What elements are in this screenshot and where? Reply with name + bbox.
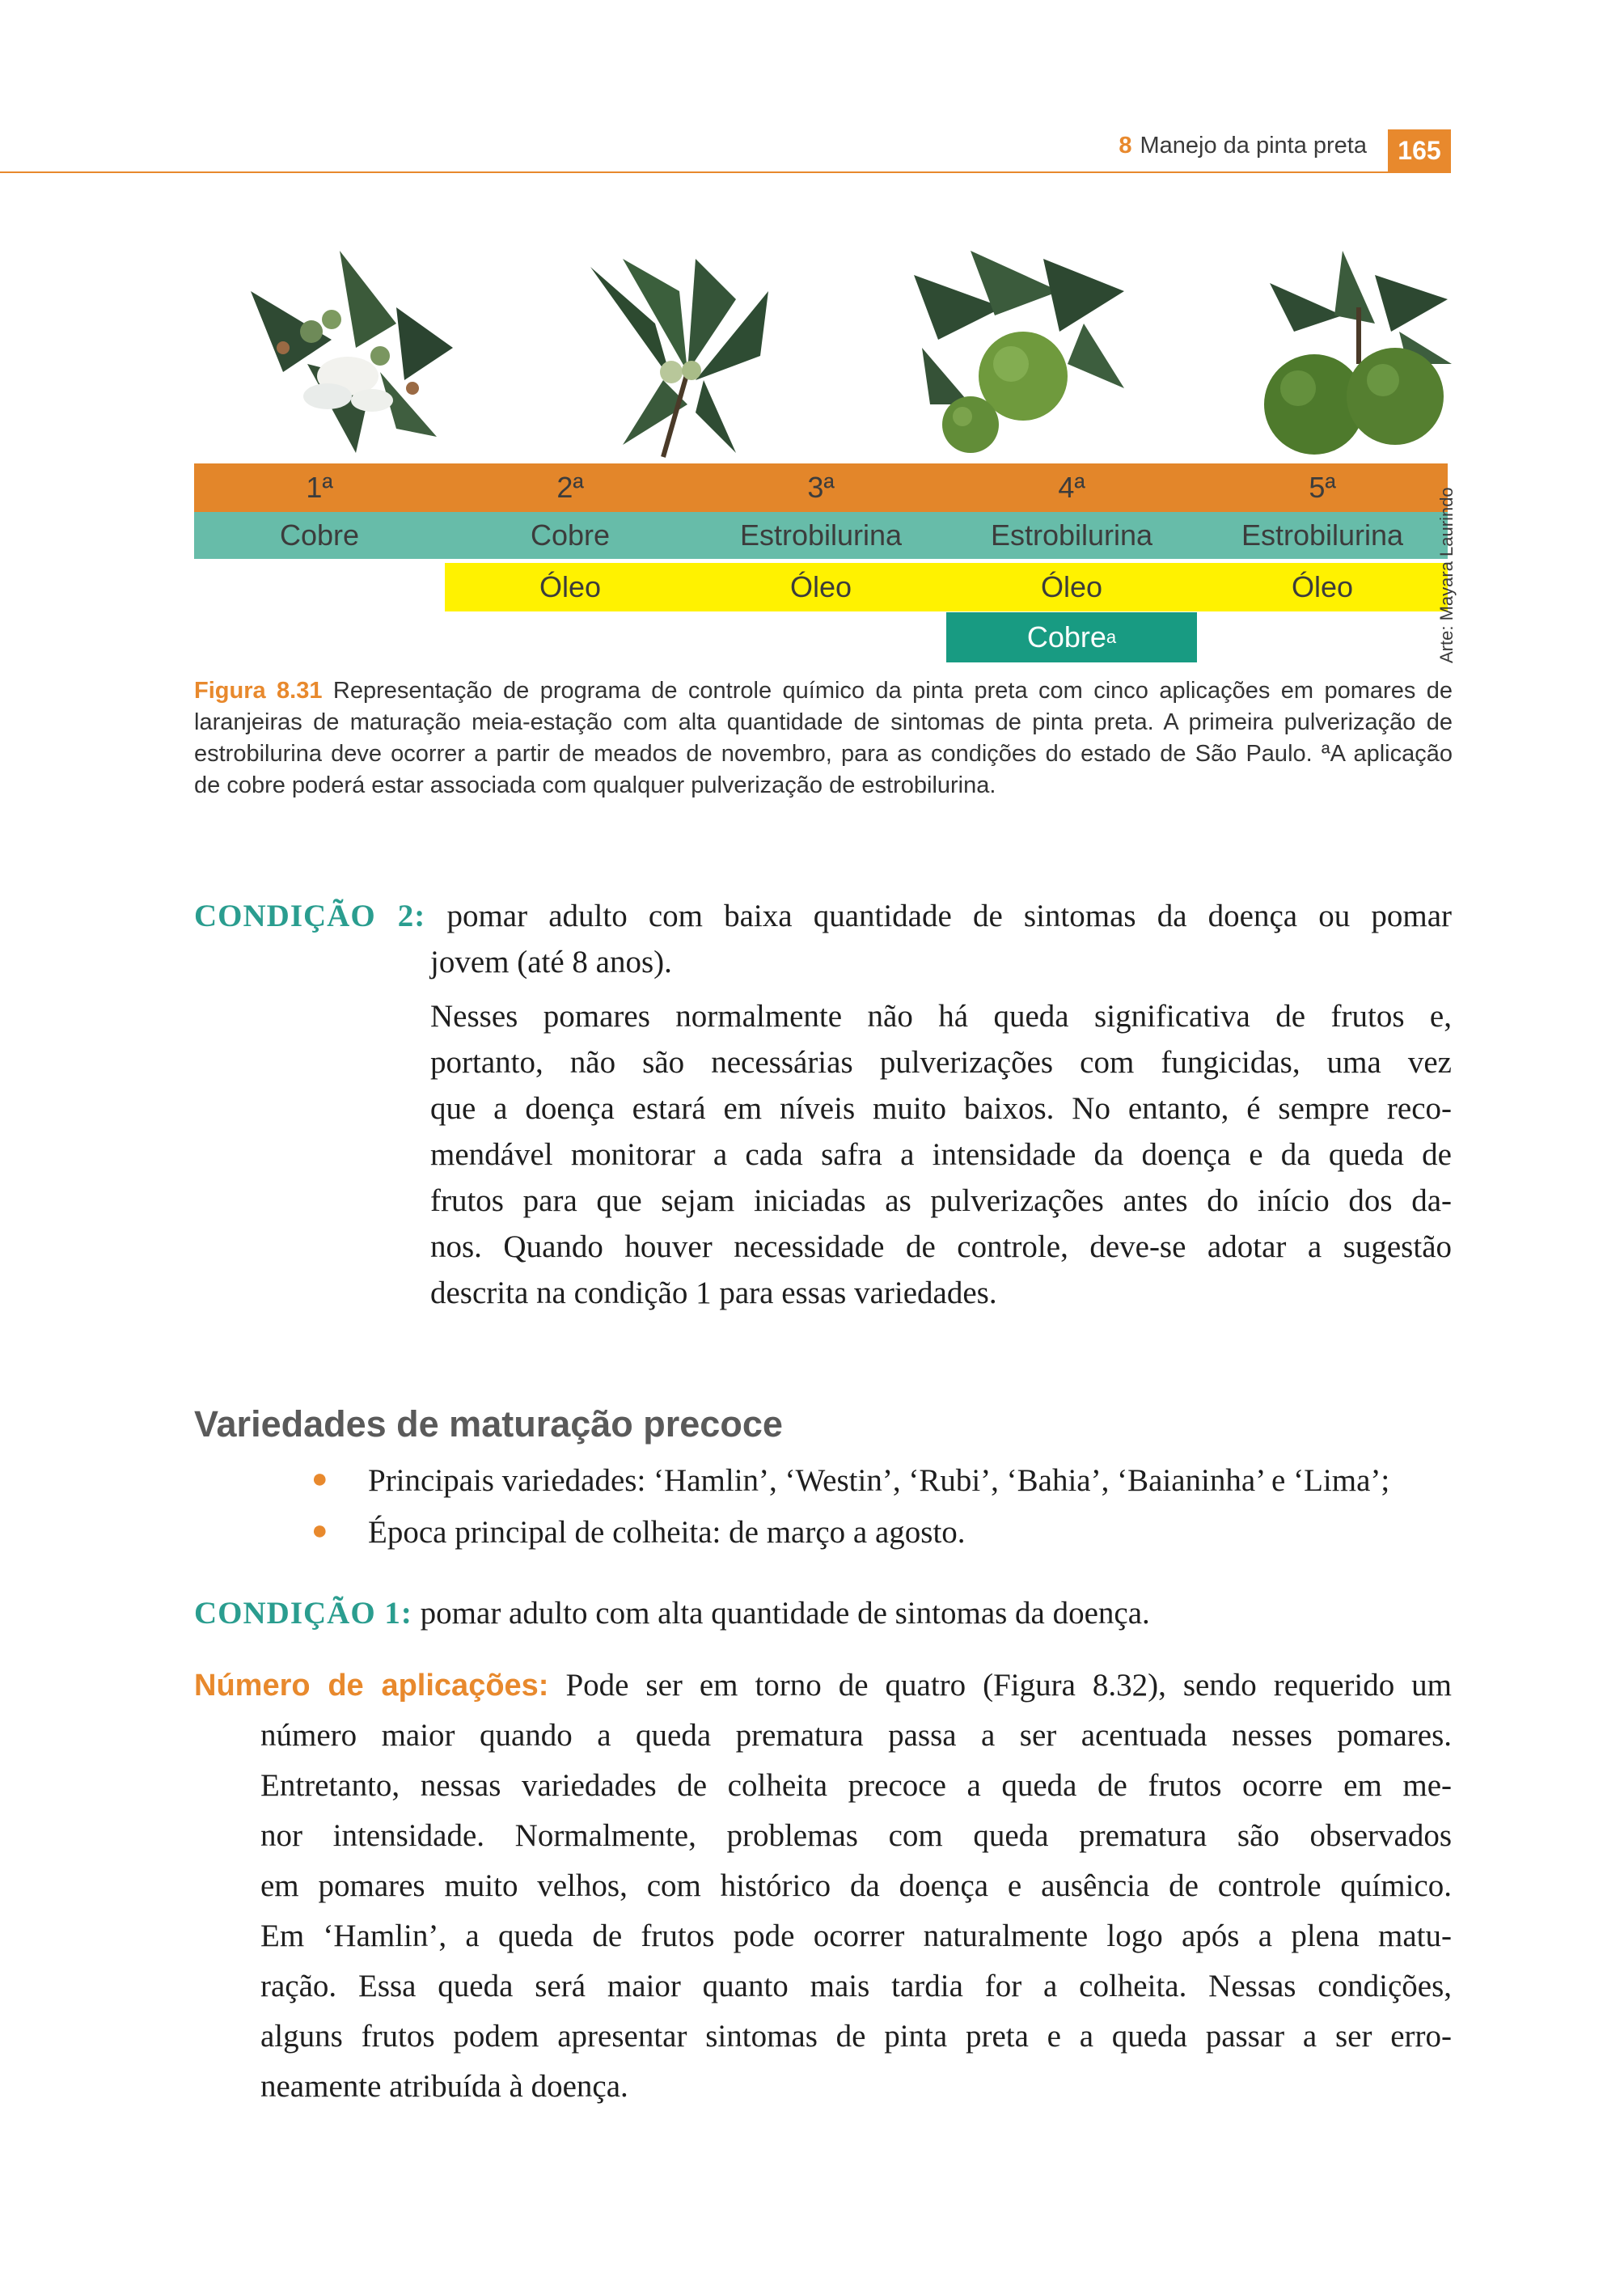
- running-header: [1076, 133, 1367, 159]
- product-5: Estrobilurina: [1241, 518, 1404, 552]
- application-1: 1ª: [306, 471, 333, 504]
- condition-2-paragraph-line: portanto, não são necessárias pulverizações com fungicidas, uma vez: [430, 1045, 1452, 1080]
- condition-2-label: CONDIÇÃO 2:: [194, 899, 426, 933]
- flowering-branch-icon: [235, 243, 461, 461]
- oil-3: Óleo: [789, 570, 852, 603]
- applications-line: Em ‘Hamlin’, a queda de frutos pode ocorrer naturalmente logo após a plena matu-: [260, 1919, 1452, 1953]
- section-title: Variedades de maturação precoce: [194, 1403, 783, 1445]
- applications-line: nor intensidade. Normalmente, problemas com queda prematura são observados: [260, 1818, 1452, 1853]
- application-5: 5ª: [1309, 471, 1336, 504]
- condition-2-line: jovem (até 8 anos).: [430, 945, 672, 979]
- product-1: Cobre: [279, 518, 360, 552]
- bullet-icon: ●: [311, 1464, 328, 1494]
- applications-line: neamente atribuída à doença.: [260, 2069, 628, 2104]
- caption-label: Figura 8.31: [194, 678, 323, 704]
- bullet-icon: ●: [311, 1516, 328, 1546]
- mature-fruit-branch-icon: [1237, 243, 1464, 461]
- condition-2-paragraph-line: mendável monitorar a cada safra a intensidade da doença e da queda de: [430, 1137, 1452, 1172]
- chapter-title: Manejo da pinta preta: [1140, 133, 1367, 159]
- applications-label: Número de aplicações:: [194, 1669, 549, 1703]
- condition-2-line: CONDIÇÃO 2: pomar adulto com baixa quantidade de sintomas da doença ou pomar: [194, 899, 1452, 933]
- condition-2-paragraph-line: nos. Quando houver necessidade de controle, deve-se adotar a sugestão: [430, 1229, 1452, 1264]
- oil-2: Óleo: [539, 570, 602, 603]
- caption-line: Figura 8.31 Representação de programa de controle químico da pinta preta com cinco aplicações em pomares de: [194, 678, 1453, 704]
- page-number: 165: [1388, 129, 1451, 171]
- condition-1-label: CONDIÇÃO 1:: [194, 1596, 412, 1631]
- figure-caption: [194, 675, 1453, 802]
- applications-line: Entretanto, nessas variedades de colheita precoce a queda de frutos ocorre em me-: [260, 1768, 1452, 1803]
- applications-line: ração. Essa queda será maior quanto mais tardia for a colheita. Nessas condições,: [260, 1969, 1452, 2003]
- oil-4: Óleo: [1040, 570, 1103, 603]
- condition-1-line: CONDIÇÃO 1: pomar adulto com alta quantidade de sintomas da doença.: [194, 1596, 1150, 1631]
- application-3: 3ª: [807, 471, 835, 504]
- applications-line: em pomares muito velhos, com histórico da doença e ausência de controle químico.: [260, 1868, 1452, 1903]
- condition-2-paragraph-line: Nesses pomares normalmente não há queda significativa de frutos e,: [430, 999, 1452, 1034]
- green-fruit-branch-icon: [906, 243, 1132, 461]
- applications-line: número maior quando a queda prematura passa a ser acentuada nesses pomares.: [260, 1718, 1452, 1753]
- optional-copper-sup: a: [1106, 627, 1117, 647]
- caption-line: laranjeiras de maturação meia-estação com alta quantidade de sintomas de pinta preta. A primeira pulverização de: [194, 709, 1453, 735]
- applications-line: Número de aplicações: Pode ser em torno de quatro (Figura 8.32), sendo requerido um: [194, 1668, 1453, 1703]
- product-row: [194, 512, 1448, 559]
- optional-copper-label: Cobre: [1026, 620, 1106, 654]
- application-2: 2ª: [556, 471, 584, 504]
- condition-2-paragraph-line: descrita na condição 1 para essas variedades.: [430, 1276, 997, 1310]
- product-3: Estrobilurina: [739, 518, 903, 552]
- application-number-row: [194, 463, 1448, 512]
- optional-copper-row: [946, 612, 1197, 662]
- condition-2-paragraph-line: que a doença estará em níveis muito baixos. No entanto, é sempre reco-: [430, 1091, 1452, 1126]
- header-rule: [0, 171, 1451, 173]
- caption-line: estrobilurina deve ocorrer a partir de meados de novembro, para as condições do estado de São Paulo. ªA aplicação: [194, 741, 1453, 767]
- product-4: Estrobilurina: [990, 518, 1153, 552]
- oil-5: Óleo: [1291, 570, 1354, 603]
- optional-copper-cell: [946, 612, 1197, 662]
- oil-row: [445, 563, 1448, 611]
- application-4: 4ª: [1058, 471, 1085, 504]
- condition-2-paragraph-line: frutos para que sejam iniciadas as pulverizações antes do início dos da-: [430, 1183, 1452, 1218]
- chapter-number: 8: [1119, 133, 1132, 159]
- young-fruit-branch-icon: [574, 243, 801, 461]
- art-credit: Arte: Mayara Laurindo: [1436, 487, 1457, 663]
- product-2: Cobre: [530, 518, 611, 552]
- caption-line: de cobre poderá estar associada com qualquer pulverização de estrobilurina.: [194, 772, 996, 798]
- applications-line: alguns frutos podem apresentar sintomas de pinta preta e a queda passar a ser erro-: [260, 2019, 1452, 2054]
